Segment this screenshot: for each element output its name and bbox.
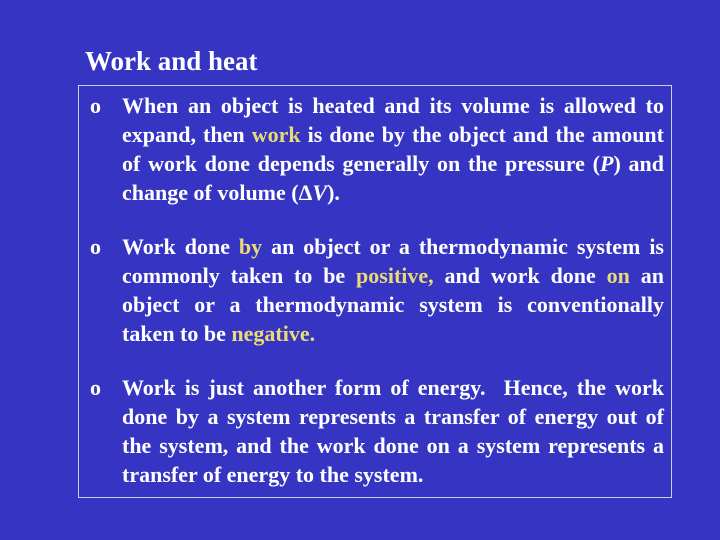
- text-segment: ).: [327, 180, 340, 205]
- text-segment: and work done: [433, 263, 607, 288]
- text-segment: is done by the object and the amount of work done depends generally on the pressure (: [122, 122, 664, 176]
- bullet-item: [79, 91, 671, 207]
- bullet-item: [79, 232, 671, 348]
- bullet-item: [79, 373, 671, 489]
- text-segment: V: [312, 180, 328, 205]
- text-segment: negative.: [231, 321, 316, 346]
- slide-title: Work and heat: [85, 46, 258, 76]
- text-segment: P: [600, 151, 614, 176]
- text-segment: Work done: [122, 234, 239, 259]
- text-segment: by: [238, 234, 263, 259]
- text-segment: When an object is heated and its volume is allowed to expand, then: [122, 93, 664, 147]
- content-box: [78, 85, 672, 498]
- text-segment: positive,: [356, 263, 434, 288]
- bullet-marker: o: [90, 375, 101, 400]
- text-segment: ) and change of volume (Δ: [122, 151, 665, 205]
- text-segment: an object or a thermodynamic system is conventionally taken to be: [122, 263, 664, 346]
- bullet-marker: o: [90, 93, 101, 118]
- text-segment: on: [606, 263, 630, 288]
- text-segment: an object or a thermodynamic system is commonly taken to be: [122, 234, 664, 288]
- bullet-list: [79, 91, 671, 489]
- text-segment: Work is just another form of energy. Hence, the work done by a system represents a transfer of energy out of the system, and the work done on a system represents a transfer of energy to the system.: [122, 375, 664, 487]
- text-segment: work: [251, 122, 301, 147]
- bullet-marker: o: [90, 234, 101, 259]
